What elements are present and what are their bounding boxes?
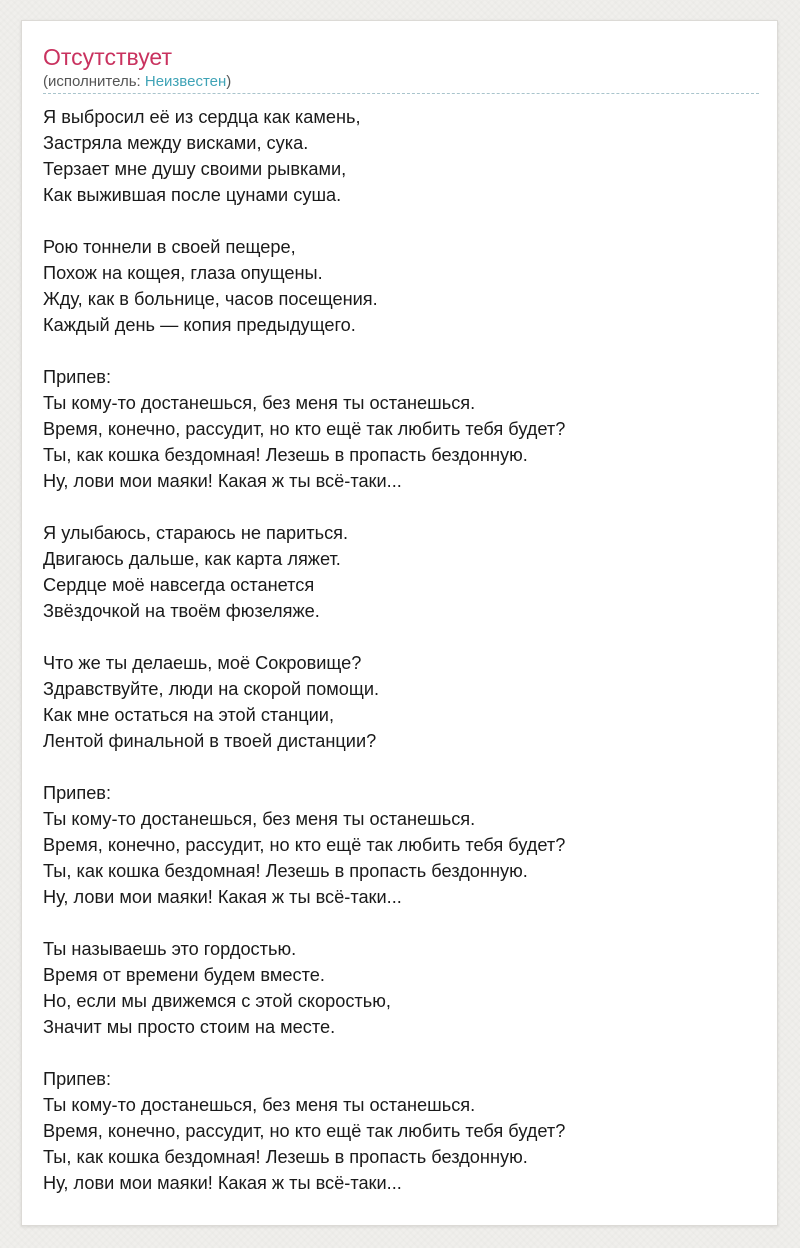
lyrics-line: Время, конечно, рассудит, но кто ещё так любить тебя будет? [43,1121,566,1141]
lyrics-line: Ну, лови мои маяки! Какая ж ты всё-таки... [43,471,402,491]
lyrics-line: Ты кому-то достанешься, без меня ты останешься. [43,1095,476,1115]
lyrics-line: Двигаюсь дальше, как карта ляжет. [43,549,341,569]
lyrics-line: Ну, лови мои маяки! Какая ж ты всё-таки... [43,1173,402,1193]
lyrics-text [43,104,759,1196]
lyrics-line: Лентой финальной в твоей дистанции? [43,731,377,751]
lyrics-line: Ну, лови мои маяки! Какая ж ты всё-таки... [43,887,402,907]
lyrics-stanza [43,104,759,208]
lyrics-line: Припев: [43,783,112,803]
lyrics-line: Звёздочкой на твоём фюзеляже. [43,601,320,621]
lyrics-line: Время, конечно, рассудит, но кто ещё так любить тебя будет? [43,835,566,855]
lyrics-card [21,20,778,1226]
lyrics-line: Я выбросил её из сердца как камень, [43,107,361,127]
lyrics-line: Ты, как кошка бездомная! Лезешь в пропасть бездонную. [43,861,528,881]
lyrics-line: Но, если мы движемся с этой скоростью, [43,991,391,1011]
lyrics-line: Что же ты делаешь, моё Сокровище? [43,653,362,673]
lyrics-line: Каждый день — копия предыдущего. [43,315,356,335]
lyrics-line: Ты, как кошка бездомная! Лезешь в пропасть бездонную. [43,1147,528,1167]
lyrics-line: Я улыбаюсь, стараюсь не париться. [43,523,349,543]
title-divider [43,93,759,94]
lyrics-line: Как мне остаться на этой станции, [43,705,334,725]
lyrics-stanza [43,234,759,338]
lyrics-stanza [43,1066,759,1196]
lyrics-line: Припев: [43,367,112,387]
lyrics-line: Застряла между висками, сука. [43,133,309,153]
lyrics-line: Здравствуйте, люди на скорой помощи. [43,679,380,699]
lyrics-stanza [43,650,759,754]
lyrics-line: Как выжившая после цунами суша. [43,185,342,205]
lyrics-line: Время от времени будем вместе. [43,965,325,985]
lyrics-stanza [43,936,759,1040]
artist-prefix: (исполнитель: [43,73,145,90]
lyrics-line: Ты кому-то достанешься, без меня ты останешься. [43,809,476,829]
artist-line [43,73,231,91]
lyrics-line: Ты, как кошка бездомная! Лезешь в пропасть бездонную. [43,445,528,465]
lyrics-line: Ты кому-то достанешься, без меня ты останешься. [43,393,476,413]
lyrics-line: Ты называешь это гордостью. [43,939,297,959]
lyrics-line: Время, конечно, рассудит, но кто ещё так любить тебя будет? [43,419,566,439]
lyrics-line: Припев: [43,1069,112,1089]
lyrics-stanza [43,364,759,494]
lyrics-line: Терзает мне душу своими рывками, [43,159,347,179]
lyrics-stanza [43,520,759,624]
artist-suffix: ) [226,73,232,90]
song-title: Отсутствует [43,44,172,70]
lyrics-line: Рою тоннели в своей пещере, [43,237,296,257]
artist-link[interactable]: Неизвестен [144,73,227,90]
lyrics-line: Значит мы просто стоим на месте. [43,1017,336,1037]
lyrics-line: Жду, как в больнице, часов посещения. [43,289,378,309]
lyrics-line: Похож на кощея, глаза опущены. [43,263,323,283]
lyrics-stanza [43,780,759,910]
lyrics-line: Сердце моё навсегда останется [43,575,315,595]
